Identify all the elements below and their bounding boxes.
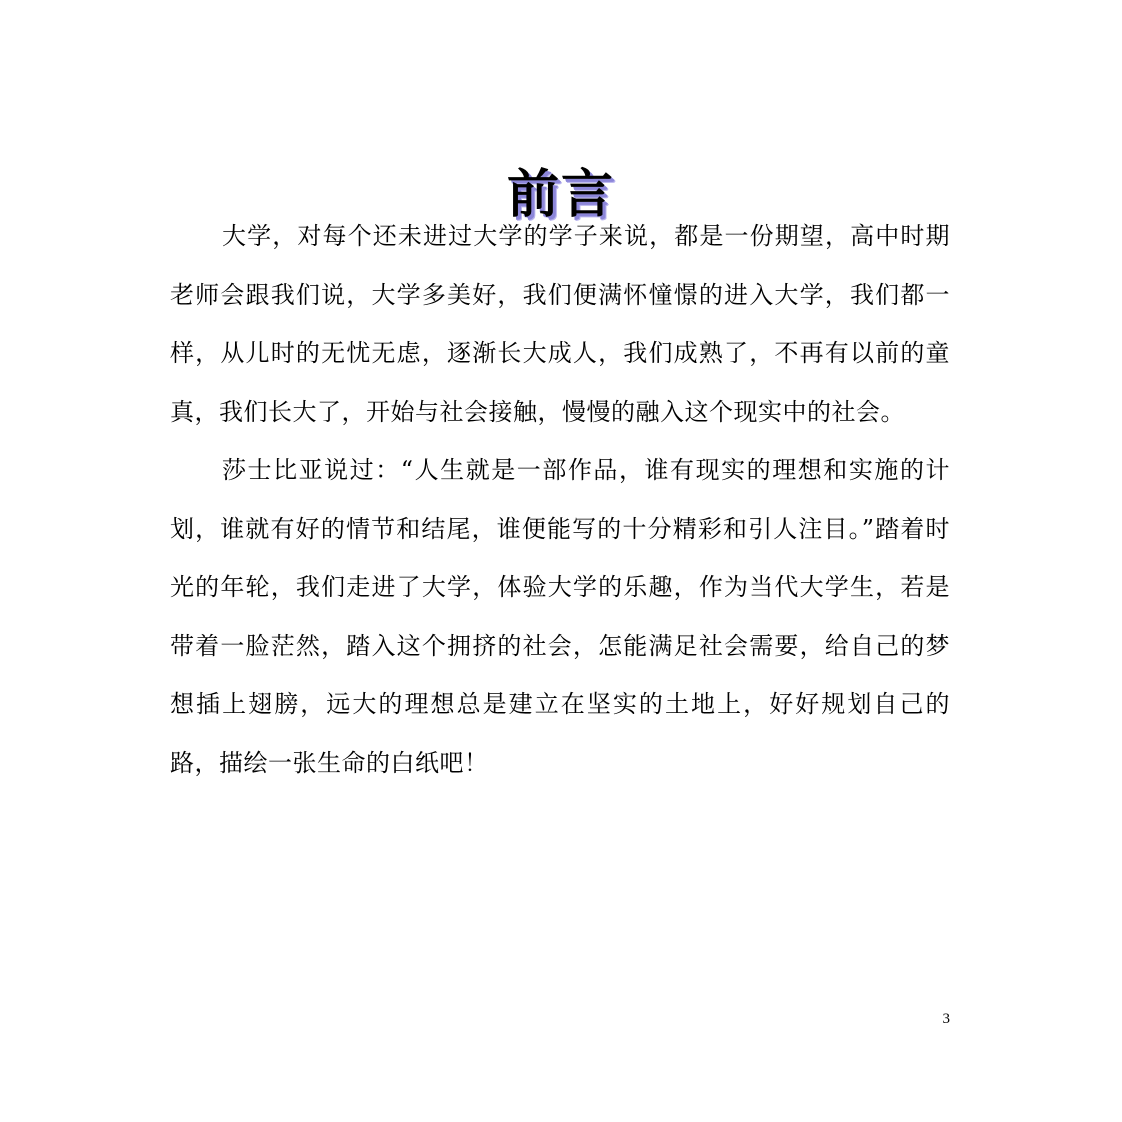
body-text (170, 207, 950, 792)
page-title: 前言 (506, 164, 615, 225)
paragraph-1: 大学，对每个还未进过大学的学子来说，都是一份期望，高中时期老师会跟我们说，大学多美好，我们便满怀憧憬的进入大学，我们都一样，从儿时的无忧无虑，逐渐长大成人，我们成熟了，不再有以前的童真，我们长大了，开始与社会接触，慢慢的融入这个现实中的社会。 (170, 222, 950, 426)
page-number: 3 (942, 1011, 950, 1027)
paragraph-2: 莎士比亚说过：“人生就是一部作品，谁有现实的理想和实施的计划，谁就有好的情节和结尾，谁便能写的十分精彩和引人注目。”踏着时光的年轮，我们走进了大学，体验大学的乐趣，作为当代大学生，若是带着一脸茫然，踏入这个拥挤的社会，怎能满足社会需要，给自己的梦想插上翅膀，远大的理想总是建立在坚实的土地上，好好规划自己的路，描绘一张生命的白纸吧！ (170, 456, 950, 777)
